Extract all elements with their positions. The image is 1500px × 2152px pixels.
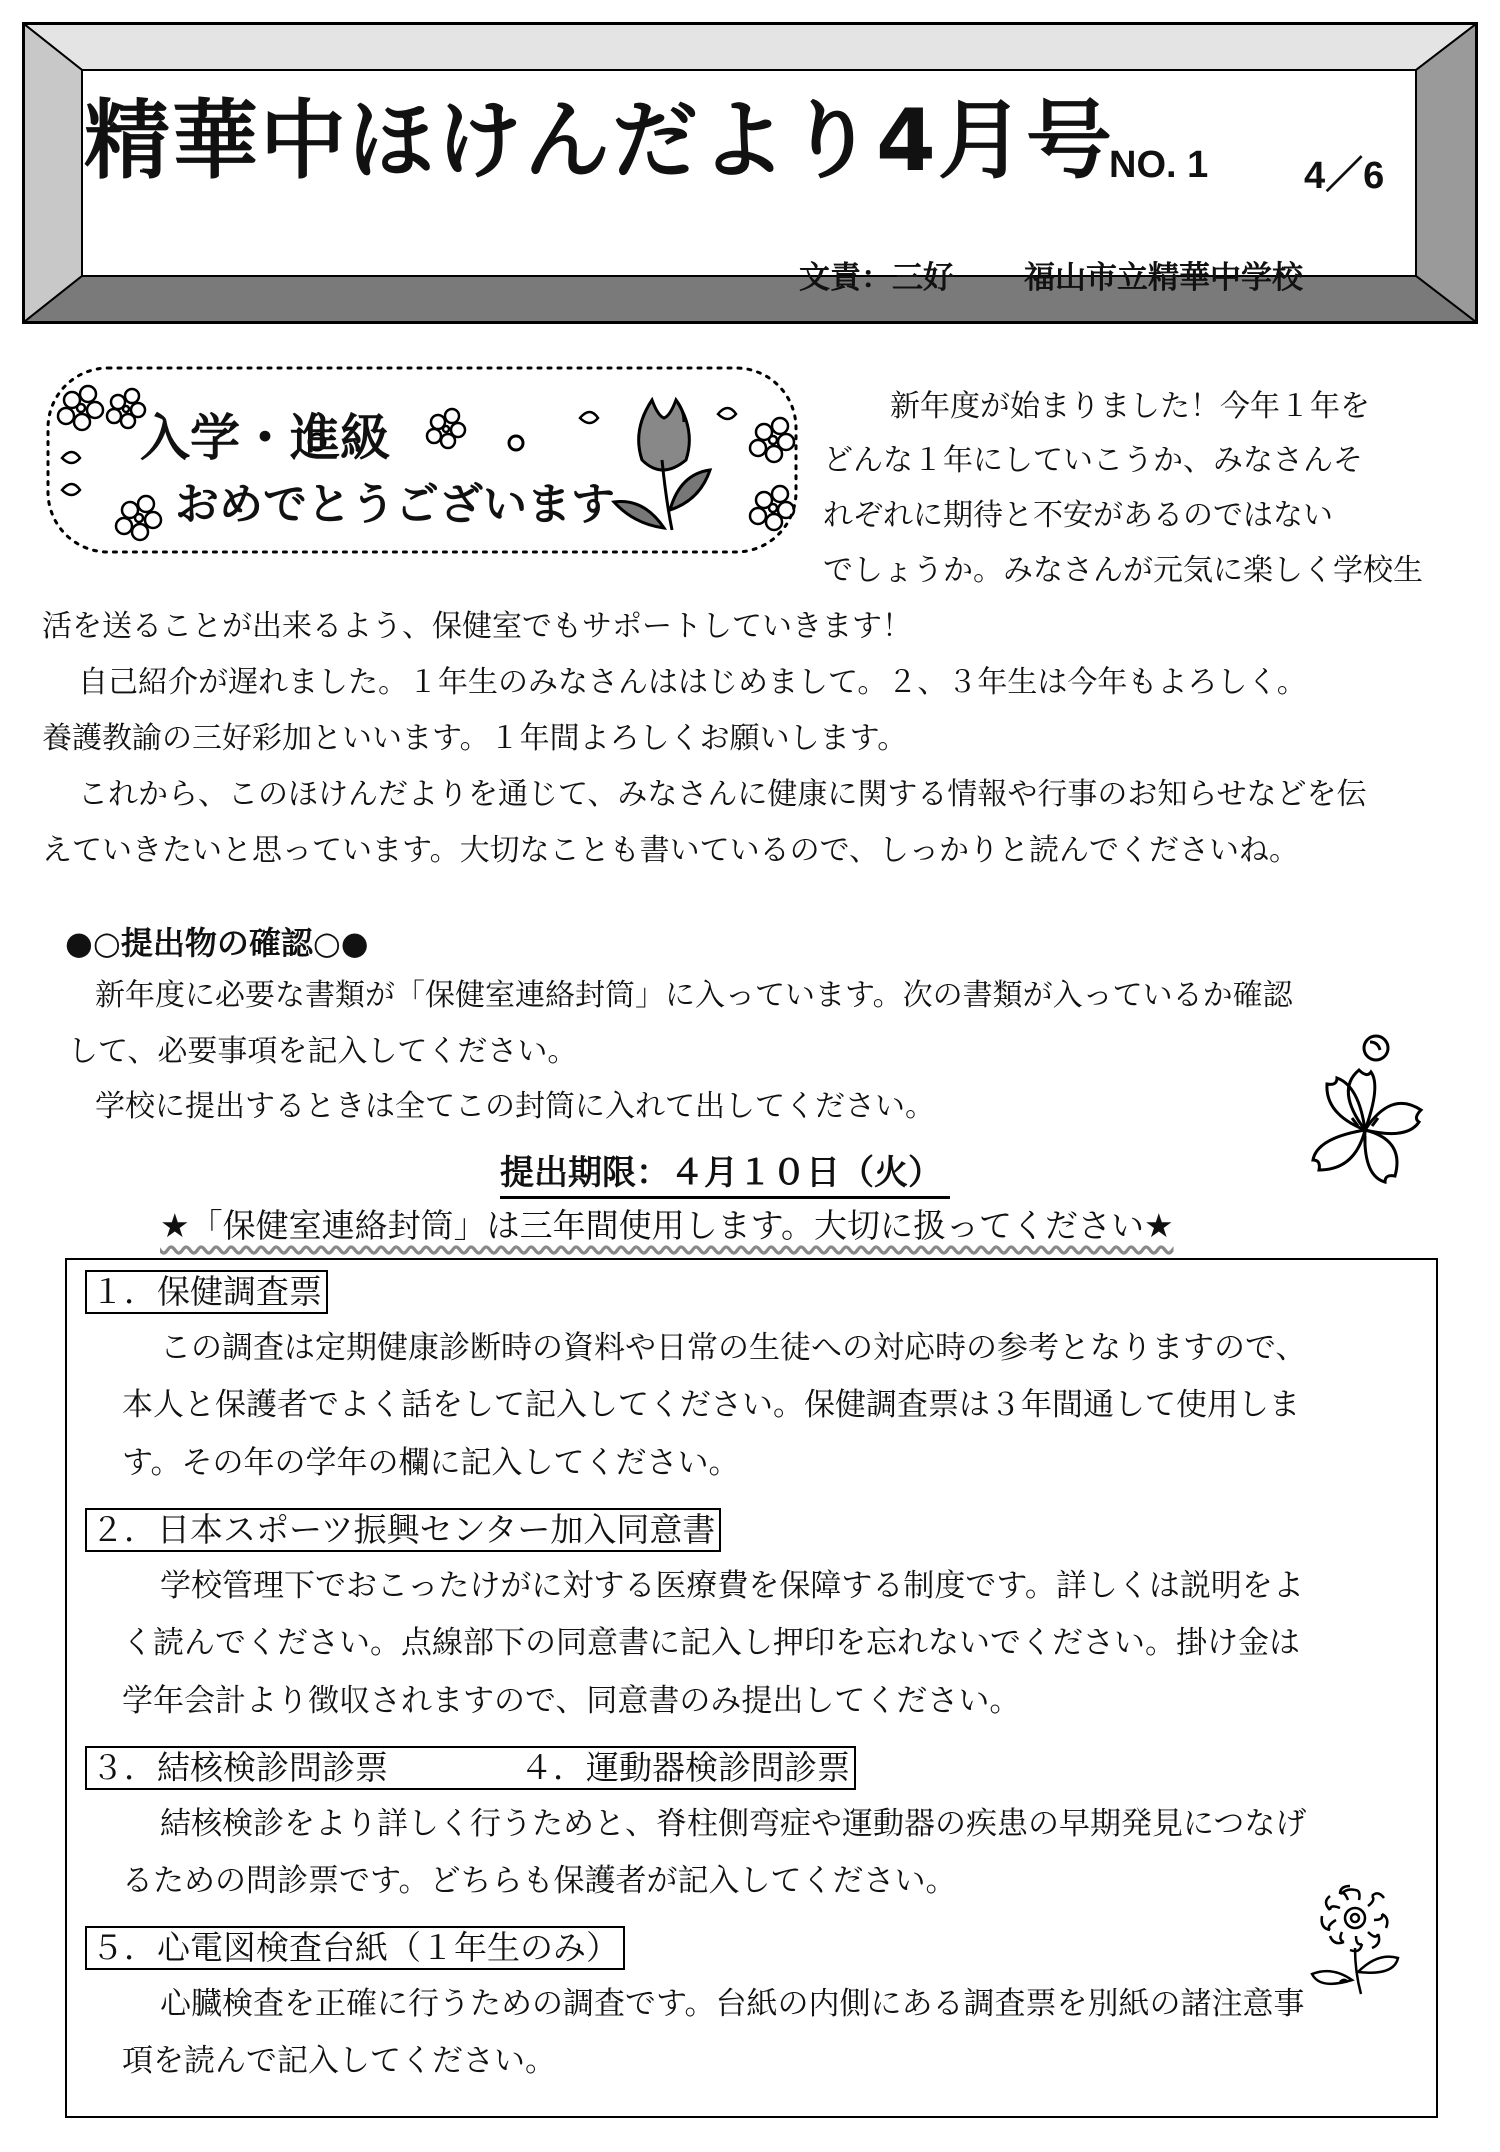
section-heading: ●○提出物の確認○● [65, 924, 369, 962]
intro-line: 自己紹介が遅れました。１年生のみなさんははじめまして。２、３年生は今年もよろしく。 [78, 665, 1307, 700]
intro-line: 活を送ることが出来るよう、保健室でもサポートしていきます！ [42, 609, 912, 644]
intro-line: でしょうか。みなさんが元気に楽しく学校生 [823, 553, 1423, 588]
banner-subtitle: おめでとうございます [175, 479, 615, 530]
tulip-icon [614, 400, 710, 530]
deadline: 提出期限：４月１０日（火） [500, 1145, 950, 1199]
item-label: ５．心電図検査台紙（１年生のみ） [85, 1926, 625, 1970]
item-text: 本人と保護者でよく話をして記入してください。保健調査票は３年間通して使用しま [122, 1387, 1300, 1423]
item-text: 心臓検査を正確に行うための調査です。台紙の内側にある調査票を別紙の諸注意事 [160, 1986, 1305, 2022]
item-text: るための問診票です。どちらも保護者が記入してください。 [122, 1863, 957, 1899]
notice: ★「保健室連絡封筒」は三年間使用します。大切に扱ってください★ [160, 1206, 1174, 1245]
item-text: 結核検診をより詳しく行うためと、脊柱側弯症や運動器の疾患の早期発見につなげ [160, 1806, 1307, 1842]
issue-date: 4／6 [1304, 155, 1385, 197]
item-text: 学校管理下でおこったけがに対する医療費を保障する制度です。詳しくは説明をよ [160, 1568, 1304, 1604]
submission-line: 新年度に必要な書類が「保健室連絡封筒」に入っています。次の書類が入っているか確認 [95, 978, 1293, 1013]
intro-line: えていきたいと思っています。大切なことも書いているので、しっかりと読んでくださいね。 [42, 833, 1299, 868]
flower-icon [750, 418, 794, 462]
banner-title: 入学・進級 [140, 409, 390, 467]
item-label: １．保健調査票 [85, 1270, 328, 1314]
item-text: す。その年の学年の欄に記入してください。 [122, 1445, 740, 1481]
item-label: ２．日本スポーツ振興センター加入同意書 [85, 1508, 721, 1552]
item-text: く読んでください。点線部下の同意書に記入し押印を忘れないでください。掛け金は [122, 1625, 1300, 1661]
submission-line: して、必要事項を記入してください。 [68, 1034, 578, 1069]
item-text: 項を読んで記入してください。 [122, 2043, 556, 2079]
flower-icon [116, 496, 161, 540]
item-text: 学年会計より徴収されますので、同意書のみ提出してください。 [122, 1683, 1021, 1719]
cherry-blossom-icon [1300, 1030, 1430, 1190]
issue-number: NO. 1 [1109, 144, 1209, 186]
school-name: 福山市立精華中学校 [1024, 260, 1303, 296]
intro-line: 新年度が始まりました！今年１年を [890, 389, 1370, 424]
flower-icon [58, 386, 103, 430]
item-text: この調査は定期健康診断時の資料や日常の生徒への対応時の参考となりますので、 [160, 1330, 1307, 1366]
intro-line: れぞれに期待と不安があるのではない [823, 498, 1333, 533]
greeting-banner [40, 360, 810, 560]
intro-line: どんな１年にしていこうか、みなさんそ [823, 443, 1363, 478]
intro-line: これから、このほけんだよりを通じて、みなさんに健康に関する情報や行事のお知らせなどを伝 [78, 777, 1367, 812]
submission-line: 学校に提出するときは全てこの封筒に入れて出してください。 [95, 1089, 935, 1124]
item-label: ３．結核検診問診票 ４．運動器検診問診票 [85, 1746, 856, 1790]
title-frame [22, 22, 1478, 324]
newsletter-title: 精華中ほけんだより4月号 [84, 91, 1114, 191]
intro-line: 養護教諭の三好彩加といいます。１年間よろしくお願いします。 [42, 721, 908, 756]
flower-icon [427, 409, 465, 448]
author: 文責：三好 [799, 260, 954, 296]
chrysanthemum-icon [1300, 1880, 1410, 2000]
